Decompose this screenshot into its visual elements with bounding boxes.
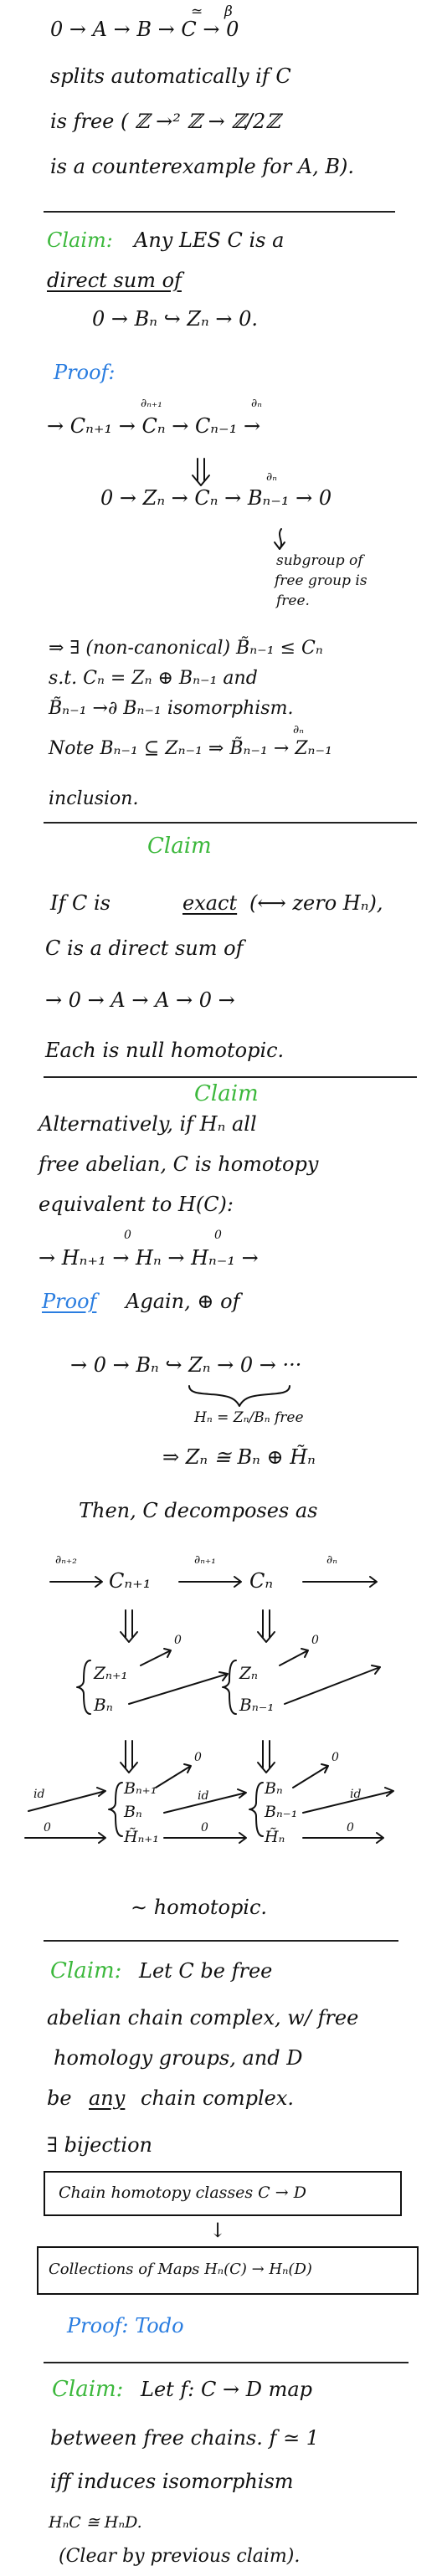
box-text: Collections of Maps Hₙ(C) → Hₙ(D) xyxy=(49,2260,312,2278)
claim-text: C is a direct sum of xyxy=(45,936,244,960)
splits-line: splits automatically if C xyxy=(50,64,291,88)
zero-term: 0 xyxy=(44,1821,51,1835)
decomp-term: Bₙ xyxy=(265,1779,283,1798)
proof-line: inclusion. xyxy=(49,788,139,809)
claim-title: Claim xyxy=(147,834,212,859)
claim-title: Claim: xyxy=(50,1958,122,1983)
margin-note: free group is xyxy=(275,572,367,589)
proof-title: Proof xyxy=(42,1290,97,1313)
boundary-label: ∂ₙ xyxy=(293,723,304,736)
claim-text: Let C be free xyxy=(139,1959,273,1983)
seq-beta-label: β xyxy=(224,3,233,20)
short-exact-sequence: 0 → A → B → C → 0 xyxy=(50,18,239,41)
claim-text: Alternatively, if Hₙ all xyxy=(39,1112,257,1136)
boundary-term: Bₙ₋₁ xyxy=(239,1695,275,1715)
homotopy-classes-box xyxy=(44,2171,402,2216)
identity-label: id xyxy=(33,1788,45,1801)
cycle-term: Zₙ₊₁ xyxy=(94,1663,128,1683)
claim-text: be xyxy=(47,2086,72,2110)
claim-text: direct sum of xyxy=(47,269,182,292)
zero-term: 0 xyxy=(332,1751,339,1764)
exact-word: exact xyxy=(182,891,238,915)
direct-sum-sequence: 0 → Bₙ ↪ Zₙ → 0. xyxy=(92,307,259,331)
proof-line: ⇒ ∃ (non-canonical) B̃ₙ₋₁ ≤ Cₙ xyxy=(49,638,323,659)
decomp-term: Bₙ₋₁ xyxy=(265,1803,298,1821)
free-line: is free ( ℤ →² ℤ → ℤ/2ℤ xyxy=(50,110,280,133)
proof-title: Proof: xyxy=(54,361,116,384)
identity-label: id xyxy=(198,1789,209,1803)
claim-title: Claim: xyxy=(52,2377,124,2402)
claim-text: (⟷ zero Hₙ), xyxy=(249,891,383,915)
homotopic-caption: ∼ homotopic. xyxy=(131,1896,268,1919)
boundary-label: ∂ₙ₊₁ xyxy=(141,397,162,410)
zero-map-label: 0 xyxy=(124,1229,131,1242)
boundary-label: ∂ₙ₊₁ xyxy=(194,1553,216,1567)
proof-line: Note Bₙ₋₁ ⊆ Zₙ₋₁ ⇒ B̃ₙ₋₁ → Zₙ₋₁ xyxy=(49,738,332,759)
claim-text: Each is null homotopic. xyxy=(45,1039,285,1062)
counterexample-line: is a counterexample for A, B). xyxy=(50,155,355,178)
proof-todo: Proof: Todo xyxy=(67,2314,184,2337)
iso-line: ⇒ Zₙ ≅ Bₙ ⊕ H̃ₙ xyxy=(162,1445,316,1469)
exact-sequence: → 0 → A → A → 0 → xyxy=(45,988,235,1012)
claim-text: chain complex. xyxy=(141,2086,295,2110)
zero-map-label: 0 xyxy=(214,1229,222,1242)
proof-line: s.t. Cₙ = Zₙ ⊕ Bₙ₋₁ and xyxy=(49,668,258,689)
claim-text: iff induces isomorphism xyxy=(50,2470,294,2493)
homology-sequence: → Hₙ₊₁ → Hₙ → Hₙ₋₁ → xyxy=(39,1246,259,1270)
boundary-label: ∂ₙ xyxy=(251,397,262,410)
boundary-label: ∂ₙ xyxy=(326,1553,337,1567)
divider xyxy=(44,2362,409,2363)
clear-note: (Clear by previous claim). xyxy=(59,2546,301,2567)
boundary-label: ∂ₙ xyxy=(266,470,277,484)
divider xyxy=(44,1940,398,1942)
claim-text: Let f: C → D map xyxy=(141,2378,313,2401)
cycle-term: Zₙ xyxy=(239,1663,259,1683)
zero-term: 0 xyxy=(311,1634,319,1647)
decomp-term: Bₙ xyxy=(124,1803,142,1821)
boundary-label: ∂ₙ₊₂ xyxy=(55,1553,77,1567)
zero-term: 0 xyxy=(201,1821,208,1835)
claim-text: Any LES C is a xyxy=(134,228,285,252)
chain-term: Cₙ₊₁ xyxy=(109,1569,152,1593)
claim-text: between free chains. f ≃ 1 xyxy=(50,2426,320,2450)
decomp-term: H̃ₙ xyxy=(265,1828,285,1846)
claim-text: free abelian, C is homotopy xyxy=(39,1152,319,1176)
zero-term: 0 xyxy=(174,1634,182,1647)
decomp-term: H̃ₙ₊₁ xyxy=(124,1828,159,1846)
claim-text: If C is xyxy=(50,891,110,915)
claim-text: homology groups, and D xyxy=(54,2046,303,2070)
identity-label: id xyxy=(350,1788,362,1801)
claim-title: Claim xyxy=(194,1081,259,1106)
chain-row: 0 → Zₙ → Cₙ → Bₙ₋₁ → 0 xyxy=(100,486,332,510)
claim-text: abelian chain complex, w/ free xyxy=(47,2006,359,2029)
iso-statement: HₙC ≅ HₙD. xyxy=(49,2513,142,2532)
chain-row: → Cₙ₊₁ → Cₙ → Cₙ₋₁ → xyxy=(47,414,261,438)
margin-note: subgroup of xyxy=(276,552,363,569)
homology-maps-box xyxy=(37,2246,419,2295)
chain-term: Cₙ xyxy=(249,1569,274,1593)
bijection-line: ∃ bijection xyxy=(47,2133,152,2157)
down-arrow: ↓ xyxy=(209,2219,227,2242)
zero-term: 0 xyxy=(347,1821,354,1835)
any-word: any xyxy=(89,2086,126,2110)
margin-note: free. xyxy=(276,593,310,609)
proof-line: B̃ₙ₋₁ →∂ Bₙ₋₁ isomorphism. xyxy=(49,698,294,719)
decompose-line: Then, C decomposes as xyxy=(79,1499,318,1522)
boundary-sequence: → 0 → Bₙ ↪ Zₙ → 0 → ··· xyxy=(70,1353,302,1377)
box-text: Chain homotopy classes C → D xyxy=(59,2183,306,2202)
boundary-term: Bₙ xyxy=(94,1695,113,1715)
zero-term: 0 xyxy=(194,1751,202,1764)
decomp-term: Bₙ₊₁ xyxy=(124,1779,157,1798)
proof-text: Again, ⊕ of xyxy=(126,1290,240,1313)
claim-text: equivalent to H(C): xyxy=(39,1193,234,1216)
claim-title: Claim: xyxy=(47,228,113,252)
homology-note: Hₙ = Zₙ/Bₙ free xyxy=(194,1409,304,1426)
seq-iso-label: ≃ xyxy=(191,3,203,20)
